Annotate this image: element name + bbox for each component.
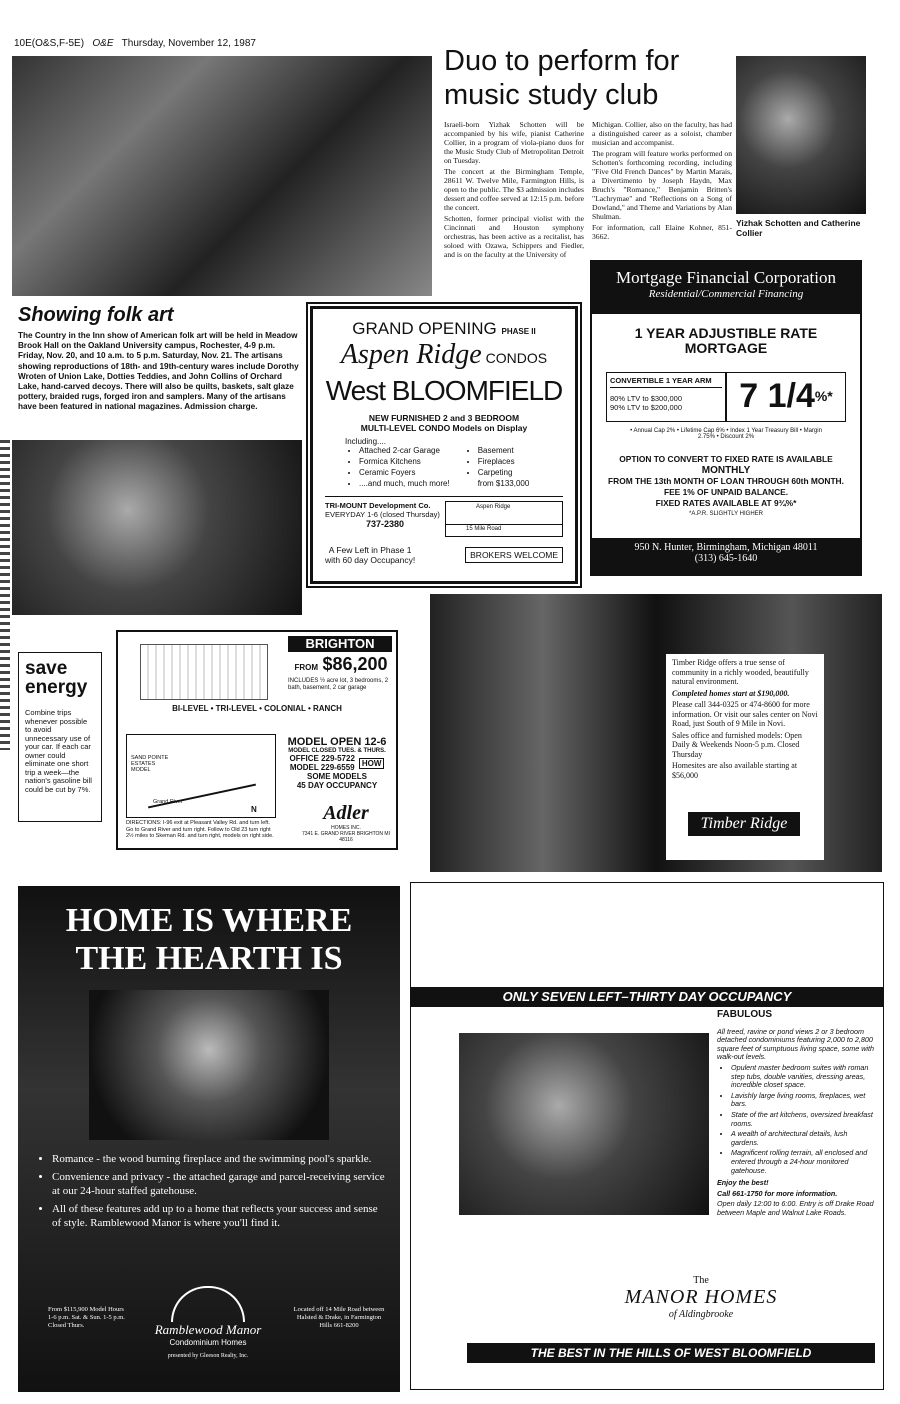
manor-bullet: • Magnificent rolling terrain, all enclosed and entered through a 24-hour monitored gatehouse. bbox=[731, 1149, 875, 1175]
map-model-label: SAND POINTE ESTATES MODEL bbox=[131, 755, 169, 773]
feature-item: • ....and much, much more! bbox=[359, 479, 450, 488]
mortgage-phone: (313) 645-1640 bbox=[694, 553, 758, 564]
duo-paragraph: Schotten, former principal violist with the Cincinnati and Houston symphony orchestras, has been active as a recitalist, has soloed with Ozawa, Schippers and Fiedler, and is on the faculty at the University of bbox=[444, 214, 584, 259]
aspen-condos: CONDOS bbox=[485, 350, 548, 366]
option-line: MONTHLY bbox=[701, 465, 751, 476]
map-road: 15 Mile Road bbox=[466, 526, 502, 532]
manor-banner: ONLY SEVEN LEFT–THIRTY DAY OCCUPANCY bbox=[411, 987, 883, 1007]
mortgage-header bbox=[592, 262, 860, 314]
mortgage-options bbox=[592, 440, 860, 520]
timber-ridge-footer bbox=[700, 846, 810, 860]
aspen-description bbox=[325, 413, 563, 433]
timber-price: Completed homes start at $190,000. bbox=[672, 688, 790, 698]
save-energy-title bbox=[25, 659, 95, 697]
rate-value: 7 1/4 bbox=[739, 377, 815, 415]
occupancy: 45 DAY OCCUPANCY bbox=[296, 781, 378, 790]
hearth-left-info: From $115,900 Model Hours 1-6 p.m. Sat. & Sun. 1-5 p.m. Closed Thurs. bbox=[48, 1306, 125, 1329]
title-line: save bbox=[25, 658, 68, 679]
adler-logo bbox=[298, 802, 394, 843]
arch-icon bbox=[171, 1286, 245, 1322]
folk-art-photo-bottom bbox=[12, 440, 302, 615]
brokers-welcome: BROKERS WELCOME bbox=[465, 547, 563, 563]
mortgage-footer bbox=[592, 538, 860, 574]
ramblewood-sub: Condominium Homes bbox=[169, 1338, 247, 1347]
feature-item: • Ceramic Foyers bbox=[359, 468, 450, 477]
ltv-line: 90% LTV to $200,000 bbox=[610, 403, 682, 412]
office-phone: OFFICE 229-5722 bbox=[289, 754, 355, 763]
manor-call: Call 661-1750 for more information. bbox=[717, 1188, 838, 1198]
manor-intro: All treed, ravine or pond views 2 or 3 bedroom detached condominiums featuring 2,000 to 2,800 square feet of sumptuous living space, some with walk-out levels. bbox=[717, 1026, 875, 1062]
folk-art-photo-top bbox=[12, 56, 432, 296]
hearth-bullet: • All of these features add up to a home that reflects your success and sense of style. Ramblewood Manor is where you'll find it. bbox=[52, 1202, 386, 1230]
page-date: Thursday, November 12, 1987 bbox=[121, 38, 256, 49]
page-edge-decoration bbox=[0, 440, 10, 750]
option-line: FROM THE 13th MONTH OF LOAN THROUGH 60th MONTH. bbox=[608, 476, 844, 486]
manor-fabulous: FABULOUS bbox=[717, 1009, 772, 1020]
feature-item: • Basement bbox=[478, 446, 530, 455]
duo-column-1 bbox=[444, 120, 584, 261]
feature-item: • Carpeting bbox=[478, 468, 530, 477]
aspen-features bbox=[325, 437, 563, 490]
option-line: FIXED RATES AVAILABLE AT 9¾%* bbox=[655, 498, 797, 508]
manor-enjoy: Enjoy the best! bbox=[717, 1178, 769, 1188]
hearth-bullet: • Romance - the wood burning fireplace and the swimming pool's sparkle. bbox=[52, 1152, 386, 1166]
map-road-line bbox=[446, 524, 562, 525]
brighton-map bbox=[126, 734, 276, 818]
brighton-title: BRIGHTON bbox=[288, 636, 392, 652]
mortgage-subtitle: Residential/Commercial Financing bbox=[648, 288, 804, 300]
developer-phone: 737-2380 bbox=[365, 519, 405, 529]
aspen-map bbox=[445, 501, 563, 537]
manor-hours: Open daily 12:00 to 6:00. Entry is off Drake Road between Maple and Walnut Lake Roads. bbox=[717, 1199, 874, 1217]
rate-suffix: %* bbox=[814, 388, 833, 404]
from-label: FROM bbox=[294, 663, 319, 672]
aspen-name: Aspen Ridge bbox=[340, 339, 482, 370]
section-label: 10E(O&S,F-5E) bbox=[14, 38, 85, 49]
mortgage-company: Mortgage Financial Corporation bbox=[615, 268, 836, 287]
aspen-developer-info bbox=[325, 501, 445, 537]
option-line: FEE 1% OF UNPAID BALANCE. bbox=[663, 487, 789, 497]
arm-label: CONVERTIBLE 1 YEAR ARM bbox=[610, 376, 722, 388]
house-illustration bbox=[140, 644, 268, 700]
duo-paragraph: For information, call Elaine Kohner, 851-3662. bbox=[592, 223, 732, 241]
desc-line: NEW FURNISHED 2 and 3 BEDROOM bbox=[368, 413, 520, 423]
aspen-ridge-ad bbox=[306, 302, 582, 588]
hearth-right-info: Located off 14 Mile Road between Halsted & Drake, in Farmington Hills 661-8200 bbox=[293, 1306, 385, 1329]
duo-photo-caption: Yizhak Schotten and Catherine Collier bbox=[736, 218, 861, 238]
phase-text: PHASE II bbox=[501, 327, 536, 336]
timber-hours: Sales office and furnished models: Open Daily & Weekends Noon-5 p.m. Closed Thursday bbox=[672, 730, 802, 759]
option-line: OPTION TO CONVERT TO FIXED RATE IS AVAILABLE bbox=[619, 454, 833, 464]
paper-name: O&E bbox=[92, 38, 114, 49]
duo-paragraph: The program will feature works performed on Schotten's forthcoming recording, including "Five Old French Dances" by Martin Marais, a Divertimento by Joseph Haydn, Max Bruch's "Romance," Benjamin Britten's "Lachrymae" and "Reflections on a Song of Dowland," and Theme and Variations by Alan Shulman. bbox=[592, 149, 732, 221]
ramblewood-presented: presented by Gleeson Realty, Inc. bbox=[167, 1353, 249, 1359]
model-phone: MODEL 229-6559 bbox=[289, 763, 355, 772]
aspen-title bbox=[325, 339, 563, 371]
another-community: Another Fine Community bbox=[721, 846, 789, 853]
adler-sub: HOMES INC. bbox=[331, 825, 361, 831]
title-line: THE HEARTH IS bbox=[75, 940, 343, 977]
timber-intro: Timber Ridge offers a true sense of community in a richly wooded, beautifully natural environment. bbox=[672, 658, 809, 686]
hearth-title bbox=[18, 886, 400, 978]
manor-text bbox=[717, 1011, 875, 1219]
mortgage-rate bbox=[725, 373, 845, 421]
mortgage-rate-box bbox=[606, 372, 846, 422]
save-energy-box bbox=[18, 652, 102, 822]
mortgage-headline: 1 YEAR ADJUSTIBLE RATE MORTGAGE bbox=[634, 325, 818, 356]
manor-bullet: • State of the art kitchens, oversized breakfast rooms. bbox=[731, 1111, 875, 1128]
duo-column-2 bbox=[592, 120, 732, 261]
title-line: HOME IS WHERE bbox=[65, 902, 353, 939]
model-open: MODEL OPEN 12-6 bbox=[287, 736, 387, 748]
mortgage-address: 950 N. Hunter, Birmingham, Michigan 48011 bbox=[634, 542, 818, 553]
mortgage-ad bbox=[590, 260, 862, 576]
brighton-price bbox=[286, 654, 396, 675]
title-line: energy bbox=[25, 677, 88, 698]
manor-logo bbox=[591, 1275, 811, 1320]
grand-opening-text: GRAND OPENING bbox=[352, 319, 497, 338]
some-models: SOME MODELS bbox=[306, 772, 367, 781]
mortgage-fine-print: • Annual Cap 2% • Lifetime Cap 6% • Index 1 Year Treasury Bill • Margin 2.75% • Discount 2% bbox=[630, 428, 822, 440]
model-closed: MODEL CLOSED TUES. & THURS. bbox=[288, 748, 386, 754]
manor-bullet: • A wealth of architectural details, lush gardens. bbox=[731, 1130, 875, 1147]
hearth-bullets bbox=[18, 1152, 400, 1230]
duo-paragraph: Israeli-born Yizhak Schotten will be accompanied by his wife, pianist Catherine Collier, in a program of viola-piano duos for the Music Study Club of Metropolitan Detroit on Tuesday. bbox=[444, 120, 584, 165]
feature-item: • Attached 2-car Garage bbox=[359, 446, 450, 455]
manor-photo bbox=[459, 1033, 709, 1215]
price-value: $86,200 bbox=[322, 654, 388, 674]
north-arrow: N bbox=[251, 805, 257, 814]
map-label: Aspen Ridge bbox=[476, 504, 511, 510]
timber-ridge-logo: Timber Ridge bbox=[688, 812, 800, 836]
including-label: Including.... bbox=[345, 437, 386, 446]
timber-homesites: Homesites are also available starting at $56,000 bbox=[672, 761, 798, 780]
map-road: Grand River bbox=[153, 799, 183, 805]
brighton-ad bbox=[116, 630, 398, 850]
manor-bullet: • Lavishly large living rooms, fireplaces, wet bars. bbox=[731, 1092, 875, 1109]
brighton-directions: DIRECTIONS: I-96 exit at Pleasant Valley Rd. and turn left. Go to Grand River and turn right. Follow to Old 23 turn right 2½ miles to Skeman Rd. and turn right, models on right side. bbox=[126, 820, 274, 839]
how-badge: HOW bbox=[359, 758, 385, 769]
manor-bullets bbox=[717, 1064, 875, 1175]
duo-photo bbox=[736, 56, 866, 214]
save-energy-body: Combine trips whenever possible to avoid unnecessary use of your car. If each car owner could eliminate one short trip a week—the nation's gasoline bill could be cut by 7%. bbox=[25, 708, 92, 794]
ramblewood-name: Ramblewood Manor bbox=[154, 1322, 262, 1337]
duo-paragraph: The concert at the Birmingham Temple, 28611 W. Twelve Mile, Farmington Hills, is open to the public. The $3 admission includes dessert and coffee served at 12:15 p.m. before the concert. bbox=[444, 167, 584, 212]
aspen-grand-opening bbox=[325, 319, 563, 339]
footer-line: with 60 day Occupancy! bbox=[325, 555, 416, 565]
aspen-footer-note bbox=[325, 545, 415, 565]
manor-logo-sub: of Aldingbrooke bbox=[668, 1309, 734, 1320]
brighton-includes: INCLUDES ½ acre lot, 3 bedrooms, 2 bath, basement, 2 car garage bbox=[288, 678, 389, 691]
folk-art-title: Showing folk art bbox=[18, 304, 174, 326]
adler-name: Adler bbox=[323, 802, 369, 824]
feature-item: • Formica Kitchens bbox=[359, 457, 450, 466]
timber-contact: Please call 344-0325 or 474-8600 for more information. Or visit our sales center on Novi Road, just South of 9 Mile in Novi. bbox=[672, 700, 818, 728]
manor-bullet: • Opulent master bedroom suites with roman step tubs, double vanities, dressing areas, incredible closet space. bbox=[731, 1064, 875, 1090]
aspen-location: West BLOOMFIELD bbox=[325, 375, 563, 406]
selective-homes: By Selective Homes bbox=[728, 853, 782, 860]
brighton-model-info bbox=[278, 736, 396, 790]
duo-paragraph: Michigan. Collier, also on the faculty, has had a distinguished career as a soloist, chamber musician and accompanist. bbox=[592, 120, 732, 147]
ltv-line: 80% LTV to $300,000 bbox=[610, 394, 682, 403]
folk-art-article bbox=[18, 304, 300, 434]
feature-item: • Fireplaces bbox=[478, 457, 530, 466]
manor-the: The bbox=[693, 1275, 709, 1286]
hearth-photo bbox=[89, 990, 329, 1140]
feature-item: from $133,000 bbox=[477, 479, 530, 488]
footer-line: A Few Left in Phase 1 bbox=[328, 545, 412, 555]
developer-name: TRI-MOUNT Development Co. bbox=[325, 501, 431, 510]
hearth-bullet: • Convenience and privacy - the attached garage and parcel-receiving service at our 24-hour staffed gatehouse. bbox=[52, 1170, 386, 1198]
brighton-styles: BI-LEVEL • TRI-LEVEL • COLONIAL • RANCH bbox=[172, 704, 342, 713]
duo-title: Duo to perform for music study club bbox=[444, 45, 680, 111]
apr-note: *A.P.R. SLIGHTLY HIGHER bbox=[688, 511, 764, 517]
page-header bbox=[14, 38, 414, 52]
manor-logo-text: MANOR HOMES bbox=[624, 1286, 778, 1308]
folk-art-body: The Country in the Inn show of American folk art will be held in Meadow Brook Hall on the Oakland University campus, Rochester, 4-9 p.m. Friday, Nov. 20, and 10 a.m. to 5 p.m. Saturday, Nov. 21. The artisans showing reproductions of 18th- and 19th-century wares include Dorothy Wroten of Union Lake, Dotties Teddies, and John Collins of Orchard Lake, hand-carved decoys. There will also be quilts, baskets, salt glaze pottery, braided rugs, forged iron and samplers. Many of the artisans have been featured in national magazines. Admission charge. bbox=[18, 331, 299, 412]
ramblewood-logo bbox=[138, 1286, 278, 1359]
adler-address: 7341 E. GRAND RIVER BRIGHTON MI 48116 bbox=[302, 831, 390, 843]
developer-hours: EVERYDAY 1-6 (closed Thursday) bbox=[325, 510, 440, 519]
duo-article bbox=[444, 44, 732, 294]
manor-bottom-banner: THE BEST IN THE HILLS OF WEST BLOOMFIELD bbox=[467, 1343, 875, 1363]
desc-line: MULTI-LEVEL CONDO Models on Display bbox=[360, 423, 528, 433]
hearth-ad bbox=[18, 886, 400, 1392]
manor-homes-ad bbox=[410, 882, 884, 1390]
